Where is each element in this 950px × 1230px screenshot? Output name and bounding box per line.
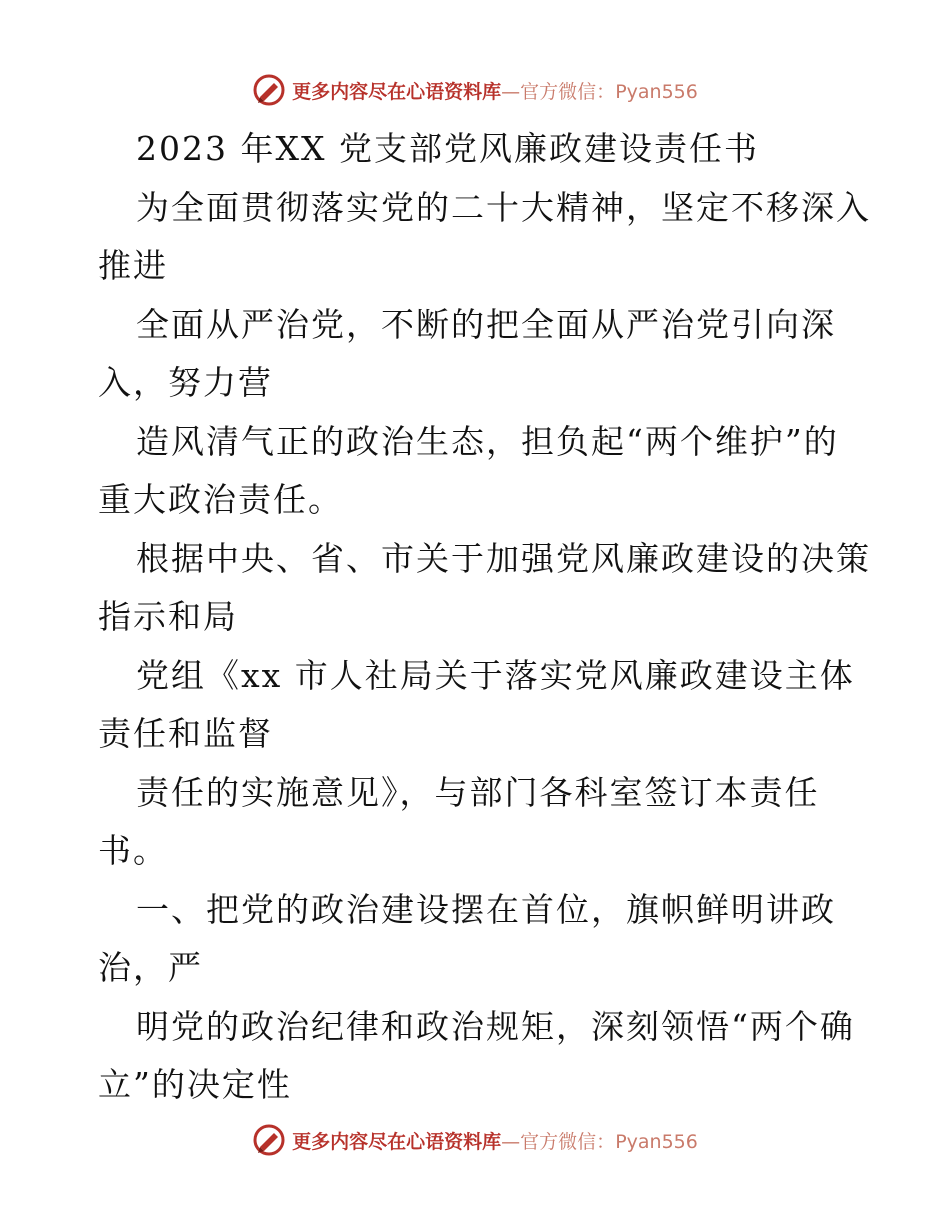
paragraph-line: 全面从严治党，不断的把全面从严治党引向深: [136, 304, 836, 344]
paragraph-line: 明党的政治纪律和政治规矩，深刻领悟“两个确: [136, 1006, 855, 1046]
paragraph-line: 责任的实施意见》，与部门各科室签订本责任: [136, 772, 820, 812]
paragraph-line: 根据中央、省、市关于加强党风廉政建设的决策: [136, 538, 871, 578]
paragraph-line: 为全面贯彻落实党的二十大精神，坚定不移深入: [136, 187, 871, 227]
banner-text: [292, 1127, 698, 1154]
pen-logo-icon: [252, 73, 286, 107]
header-watermark-banner: [0, 70, 950, 110]
footer-watermark-banner: [0, 1120, 950, 1160]
paragraph-line: 推进: [98, 246, 168, 285]
paragraph-line: 书。: [98, 831, 168, 870]
banner-wechat-label: —官方微信：: [501, 1130, 616, 1153]
paragraph-line: 重大政治责任。: [98, 480, 343, 519]
paragraph-line: 立”的决定性: [98, 1065, 292, 1104]
banner-text: [292, 77, 698, 104]
paragraph-line: 一、把党的政治建设摆在首位，旗帜鲜明讲政: [136, 889, 836, 929]
document-body: [98, 120, 871, 1115]
paragraph-line: 造风清气正的政治生态，担负起“两个维护”的: [136, 421, 839, 461]
paragraph-line: 入，努力营: [98, 363, 273, 402]
document-title: 2023 年XX 党支部党风廉政建设责任书: [136, 129, 759, 168]
banner-title: 更多内容尽在心语资料库: [292, 1130, 502, 1153]
paragraph-line: 党组《xx 市人社局关于落实党风廉政建设主体: [136, 655, 855, 695]
banner-wechat-id: Pyan556: [615, 80, 698, 103]
paragraph-line: 责任和监督: [98, 714, 273, 753]
paragraph-line: 指示和局: [98, 597, 238, 636]
banner-title: 更多内容尽在心语资料库: [292, 80, 502, 103]
pen-logo-icon: [252, 1123, 286, 1157]
paragraph-line: 治，严: [98, 948, 203, 987]
banner-wechat-label: —官方微信：: [501, 80, 616, 103]
banner-wechat-id: Pyan556: [615, 1130, 698, 1153]
